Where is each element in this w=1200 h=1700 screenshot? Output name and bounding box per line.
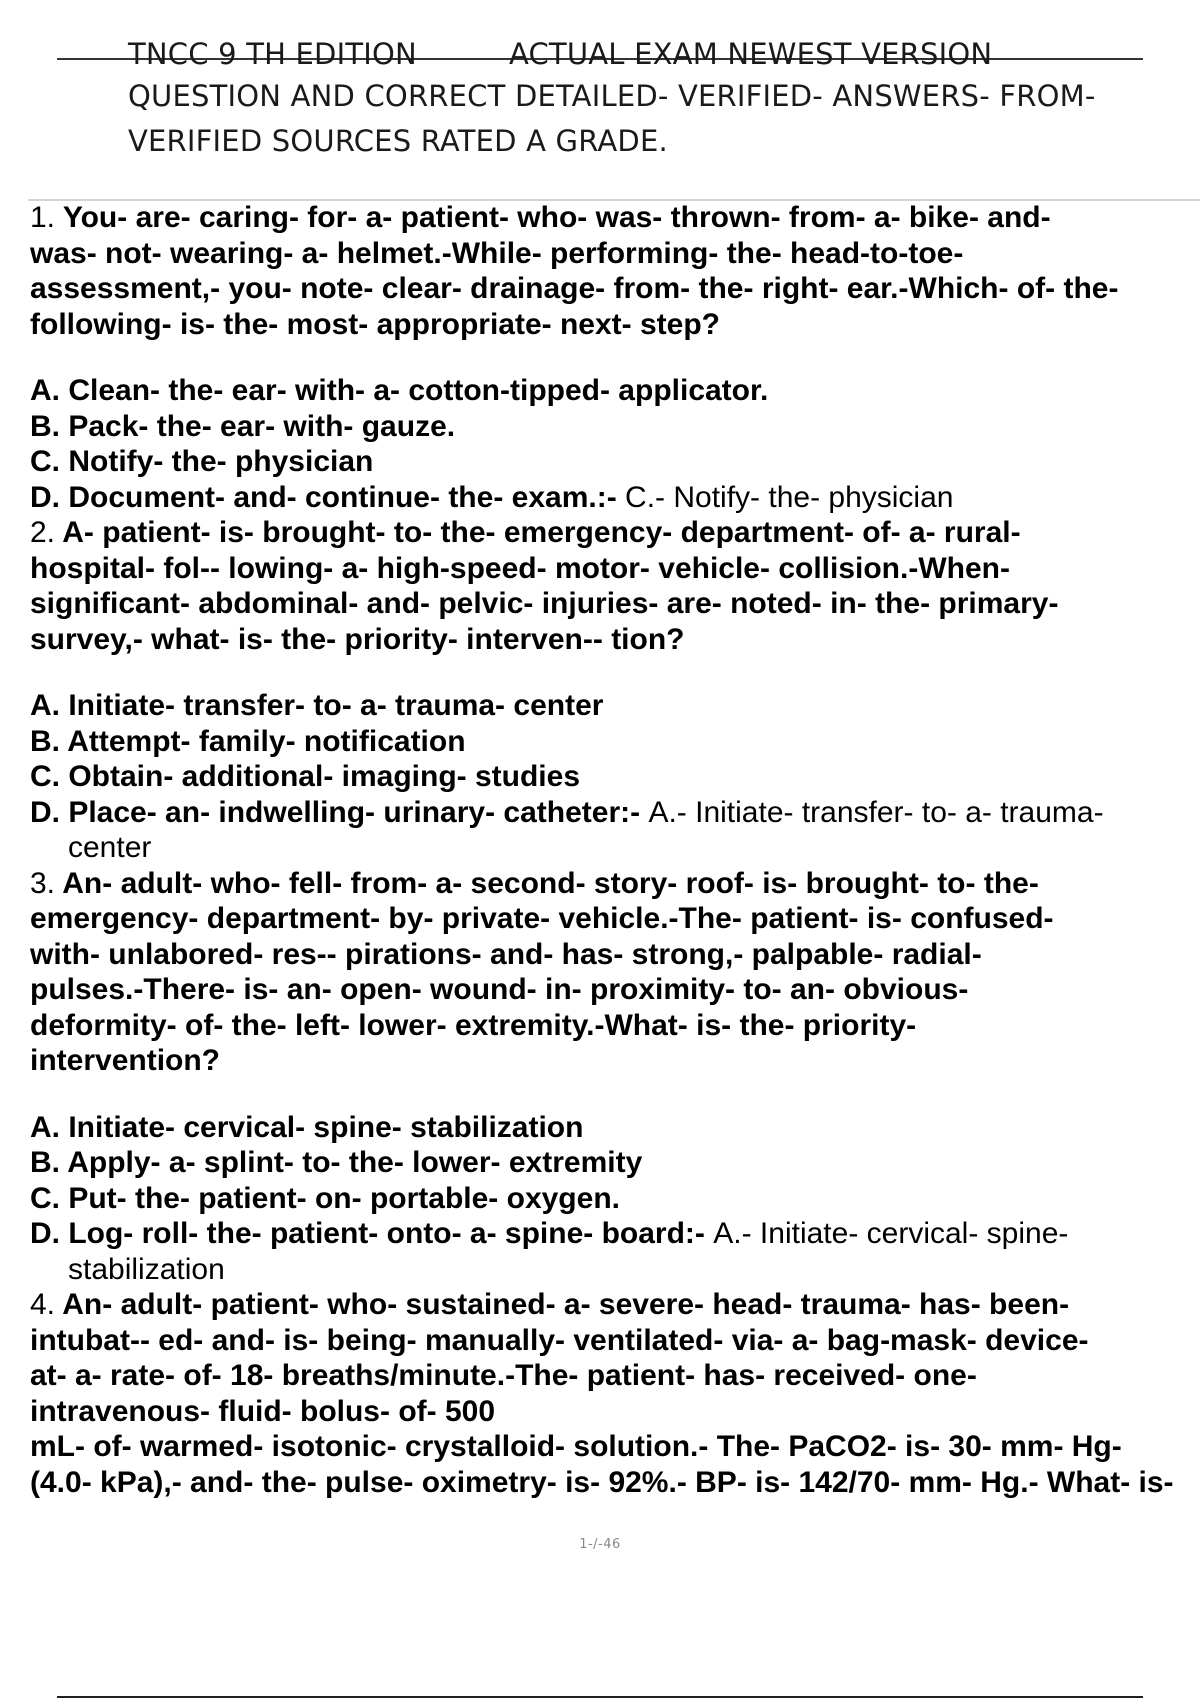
question-1-option-b: B. Pack- the- ear- with- gauze. (30, 409, 456, 443)
question-1-answer: C.- Notify- the- physician (625, 480, 954, 514)
question-2-stem: 2. A- patient- is- brought- to- the- emergency- department- of- a- rural- hospital- fol-- lowing- a- high-speed- motor- vehicle- collision.-When- significant- abdominal- and- pelvic- injuries- are- noted- in- the- primary- survey,- what- is- the- priority- interven-- tion? (30, 516, 1059, 656)
question-3-option-d: D. Log- roll- the- patient- onto- a- spine- board:- A.- Initiate- cervical- spine- (30, 1217, 1069, 1250)
question-2-option-a: A. Initiate- transfer- to- a- trauma- center (30, 689, 604, 722)
header-subtitle-line-2: VERIFIED SOURCES RATED A GRADE. (128, 124, 668, 158)
question-3-answer: A.- Initiate- cervical- spine- (713, 1217, 1069, 1250)
question-number: 1. (30, 201, 56, 234)
question-1-stem: 1. You- are- caring- for- a- patient- who- was- thrown- from- a- bike- and- was- not- wearing- a- helmet.-While- performing- the- head-to-toe- assessment,- you- note- clear- drainage- from- the- right- ear.-Which- of- the- following- is- the- most- appropriate- next- step? (30, 201, 1119, 341)
footer-divider (57, 1696, 1143, 1698)
question-4-stem: 4. An- adult- patient- who- sustained- a- severe- head- trauma- has- been- intubat-- ed- and- is- being- manually- ventilated- via- a- bag-mask- device- at- a- rate- of- 18- breaths/minute.-The- patient- has- received- one- intravenous- fluid- bolus- of- 500 mL- of- warmed- isotonic- crystalloid- solution.- The- PaCO2- is- 30- mm- Hg- (4.0- kPa),- and- the- pulse- oximetry- is- 92%.- BP- is- 142/70- mm- Hg.- What- is- (30, 1288, 1174, 1499)
question-3-answer-continued: stabilization (68, 1252, 225, 1286)
question-2-answer: A.- Initiate- transfer- to- a- trauma- (648, 795, 1104, 829)
questions-body (30, 200, 1200, 1500)
question-2-option-d: D. Place- an- indwelling- urinary- catheter:- A.- Initiate- transfer- to- a- trauma- (30, 795, 1104, 829)
question-2-option-c: C. Obtain- additional- imaging- studies (30, 760, 581, 793)
question-3-stem: 3. An- adult- who- fell- from- a- second- story- roof- is- brought- to- the- emergency- department- by- private- vehicle.-The- patient- is- confused- with- unlabored- res-- pirations- and- has- strong,- palpable- radial- pulses.-There- is- an- open- wound- in- proximity- to- an- obvious- deformity- of- the- left- lower- extremity.-What- is- the- priority- intervention? (30, 866, 1054, 1077)
question-number: 3. (30, 866, 56, 900)
page-number: 1-/-46 (579, 1537, 621, 1552)
question-3-option-b: B. Apply- a- splint- to- the- lower- extremity (30, 1146, 643, 1179)
header-title-line (128, 34, 1148, 74)
question-number: 2. (30, 516, 56, 549)
question-1-option-c: C. Notify- the- physician (30, 445, 374, 478)
question-2-answer-continued: center (68, 831, 152, 864)
question-number: 4. (30, 1288, 56, 1321)
question-3-option-c: C. Put- the- patient- on- portable- oxygen. (30, 1181, 620, 1215)
header-title-right: ACTUAL EXAM NEWEST VERSION (508, 37, 993, 71)
question-3-option-a: A. Initiate- cervical- spine- stabilization (30, 1110, 584, 1144)
question-1-option-d: D. Document- and- continue- the- exam.:- C.- Notify- the- physician (30, 480, 954, 514)
document-header (128, 34, 1148, 164)
header-subtitle-line-1: QUESTION AND CORRECT DETAILED- VERIFIED- ANSWERS- FROM- (128, 79, 1096, 113)
question-1-option-a: A. Clean- the- ear- with- a- cotton-tipped- applicator. (30, 374, 769, 407)
header-title-left: TNCC 9 TH EDITION (128, 37, 417, 71)
question-2-option-b: B. Attempt- family- notification (30, 724, 466, 758)
